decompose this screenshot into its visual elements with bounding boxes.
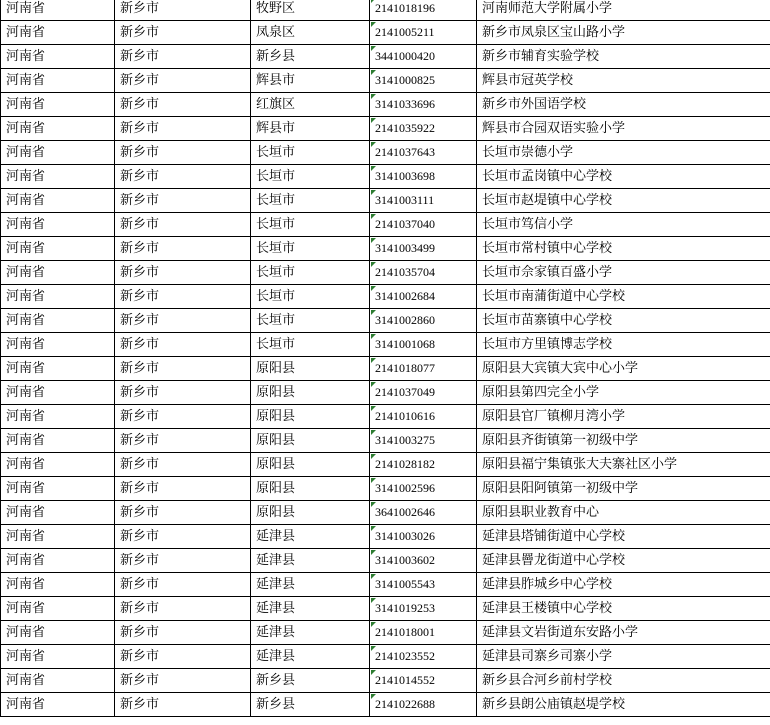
district-cell[interactable]: 新乡县 (251, 45, 370, 69)
table-row (1, 501, 770, 525)
table-row (1, 477, 770, 501)
district-cell[interactable]: 长垣市 (251, 213, 370, 237)
province-cell[interactable]: 河南省 (1, 477, 115, 501)
table-row (1, 45, 770, 69)
city-cell[interactable]: 新乡市 (115, 645, 251, 669)
district-cell[interactable]: 原阳县 (251, 357, 370, 381)
school-code-cell[interactable]: 3141003698 (370, 165, 477, 189)
table-row (1, 693, 770, 717)
school-code-cell[interactable]: 2141018196 (370, 0, 477, 21)
city-cell[interactable]: 新乡市 (115, 261, 251, 285)
district-cell[interactable]: 凤泉区 (251, 21, 370, 45)
school-name-cell[interactable]: 原阳县大宾镇大宾中心小学 (477, 357, 770, 381)
city-cell[interactable]: 新乡市 (115, 597, 251, 621)
district-cell[interactable]: 长垣市 (251, 189, 370, 213)
school-code-cell[interactable]: 3141003275 (370, 429, 477, 453)
school-code-cell[interactable]: 3141003026 (370, 525, 477, 549)
city-cell[interactable]: 新乡市 (115, 381, 251, 405)
province-cell[interactable]: 河南省 (1, 0, 115, 21)
school-code-cell[interactable]: 2141023552 (370, 645, 477, 669)
district-cell[interactable]: 原阳县 (251, 477, 370, 501)
school-code-cell[interactable]: 3141002860 (370, 309, 477, 333)
province-cell[interactable]: 河南省 (1, 237, 115, 261)
province-cell[interactable]: 河南省 (1, 669, 115, 693)
table-row (1, 429, 770, 453)
city-cell[interactable]: 新乡市 (115, 549, 251, 573)
district-cell[interactable]: 原阳县 (251, 381, 370, 405)
table-row (1, 261, 770, 285)
table-row (1, 189, 770, 213)
table-row (1, 165, 770, 189)
table-row (1, 21, 770, 45)
city-cell[interactable]: 新乡市 (115, 69, 251, 93)
school-name-cell[interactable]: 长垣市苗寨镇中心学校 (477, 309, 770, 333)
school-code-cell[interactable]: 2141035922 (370, 117, 477, 141)
table-row (1, 405, 770, 429)
province-cell[interactable]: 河南省 (1, 213, 115, 237)
table-row (1, 573, 770, 597)
school-name-cell[interactable]: 辉县市合园双语实验小学 (477, 117, 770, 141)
school-name-cell[interactable]: 原阳县阳阿镇第一初级中学 (477, 477, 770, 501)
province-cell[interactable]: 河南省 (1, 693, 115, 717)
district-cell[interactable]: 延津县 (251, 525, 370, 549)
province-cell[interactable]: 河南省 (1, 645, 115, 669)
school-name-cell[interactable]: 新乡市辅育实验学校 (477, 45, 770, 69)
province-cell[interactable]: 河南省 (1, 261, 115, 285)
province-cell[interactable]: 河南省 (1, 597, 115, 621)
table-body (1, 0, 770, 717)
province-cell[interactable]: 河南省 (1, 93, 115, 117)
city-cell[interactable]: 新乡市 (115, 573, 251, 597)
school-name-cell[interactable]: 长垣市孟岗镇中心学校 (477, 165, 770, 189)
table-row (1, 669, 770, 693)
school-code-cell[interactable]: 3141001068 (370, 333, 477, 357)
school-name-cell[interactable]: 延津县塔铺街道中心学校 (477, 525, 770, 549)
district-cell[interactable]: 原阳县 (251, 501, 370, 525)
city-cell[interactable]: 新乡市 (115, 405, 251, 429)
city-cell[interactable]: 新乡市 (115, 93, 251, 117)
table-row (1, 309, 770, 333)
school-name-cell[interactable]: 新乡市凤泉区宝山路小学 (477, 21, 770, 45)
school-name-cell[interactable]: 长垣市赵堤镇中心学校 (477, 189, 770, 213)
school-name-cell[interactable]: 新乡市外国语学校 (477, 93, 770, 117)
city-cell[interactable]: 新乡市 (115, 333, 251, 357)
district-cell[interactable]: 长垣市 (251, 309, 370, 333)
table-row (1, 237, 770, 261)
province-cell[interactable]: 河南省 (1, 141, 115, 165)
district-cell[interactable]: 长垣市 (251, 237, 370, 261)
school-name-cell[interactable]: 长垣市南蒲街道中心学校 (477, 285, 770, 309)
school-code-cell[interactable]: 2141028182 (370, 453, 477, 477)
school-name-cell[interactable]: 原阳县官厂镇柳月湾小学 (477, 405, 770, 429)
district-cell[interactable]: 长垣市 (251, 285, 370, 309)
province-cell[interactable]: 河南省 (1, 573, 115, 597)
school-name-cell[interactable]: 延津县王楼镇中心学校 (477, 597, 770, 621)
school-code-cell[interactable]: 2141018001 (370, 621, 477, 645)
school-code-cell[interactable]: 2141037643 (370, 141, 477, 165)
school-code-cell[interactable]: 3141005543 (370, 573, 477, 597)
district-cell[interactable]: 延津县 (251, 549, 370, 573)
province-cell[interactable]: 河南省 (1, 525, 115, 549)
city-cell[interactable]: 新乡市 (115, 213, 251, 237)
district-cell[interactable]: 延津县 (251, 621, 370, 645)
school-name-cell[interactable]: 河南师范大学附属小学 (477, 0, 770, 21)
table-row (1, 381, 770, 405)
school-name-cell[interactable]: 原阳县福宁集镇张大夫寨社区小学 (477, 453, 770, 477)
province-cell[interactable]: 河南省 (1, 165, 115, 189)
district-cell[interactable]: 牧野区 (251, 0, 370, 21)
school-name-cell[interactable]: 长垣市常村镇中心学校 (477, 237, 770, 261)
province-cell[interactable]: 河南省 (1, 549, 115, 573)
school-code-cell[interactable]: 3141033696 (370, 93, 477, 117)
school-code-cell[interactable]: 3441000420 (370, 45, 477, 69)
school-code-cell[interactable]: 3141002596 (370, 477, 477, 501)
table-row (1, 69, 770, 93)
school-code-cell[interactable]: 2141037049 (370, 381, 477, 405)
table-row (1, 117, 770, 141)
province-cell[interactable]: 河南省 (1, 69, 115, 93)
school-name-cell[interactable]: 延津县胙城乡中心学校 (477, 573, 770, 597)
school-name-cell[interactable]: 长垣市佘家镇百盛小学 (477, 261, 770, 285)
city-cell[interactable]: 新乡市 (115, 477, 251, 501)
district-cell[interactable]: 原阳县 (251, 429, 370, 453)
city-cell[interactable]: 新乡市 (115, 453, 251, 477)
table-row (1, 333, 770, 357)
province-cell[interactable]: 河南省 (1, 309, 115, 333)
city-cell[interactable]: 新乡市 (115, 429, 251, 453)
table-row (1, 453, 770, 477)
district-cell[interactable]: 辉县市 (251, 69, 370, 93)
table-row (1, 213, 770, 237)
school-code-cell[interactable]: 2141035704 (370, 261, 477, 285)
province-cell[interactable]: 河南省 (1, 117, 115, 141)
city-cell[interactable]: 新乡市 (115, 621, 251, 645)
city-cell[interactable]: 新乡市 (115, 501, 251, 525)
school-code-cell[interactable]: 2141018077 (370, 357, 477, 381)
school-code-cell[interactable]: 2141037040 (370, 213, 477, 237)
province-cell[interactable]: 河南省 (1, 357, 115, 381)
district-cell[interactable]: 原阳县 (251, 405, 370, 429)
school-name-cell[interactable]: 长垣市方里镇博志学校 (477, 333, 770, 357)
table-row (1, 525, 770, 549)
table-row (1, 141, 770, 165)
school-name-cell[interactable]: 辉县市冠英学校 (477, 69, 770, 93)
district-cell[interactable]: 长垣市 (251, 333, 370, 357)
school-name-cell[interactable]: 延津县文岩街道东安路小学 (477, 621, 770, 645)
school-name-cell[interactable]: 长垣市笃信小学 (477, 213, 770, 237)
district-cell[interactable]: 长垣市 (251, 141, 370, 165)
province-cell[interactable]: 河南省 (1, 501, 115, 525)
school-code-cell[interactable]: 3641002646 (370, 501, 477, 525)
city-cell[interactable]: 新乡市 (115, 357, 251, 381)
province-cell[interactable]: 河南省 (1, 453, 115, 477)
district-cell[interactable]: 原阳县 (251, 453, 370, 477)
school-name-cell[interactable]: 延津县罾龙街道中心学校 (477, 549, 770, 573)
school-code-cell[interactable]: 3141003499 (370, 237, 477, 261)
city-cell[interactable]: 新乡市 (115, 0, 251, 21)
school-code-cell[interactable]: 3141003602 (370, 549, 477, 573)
table-row (1, 93, 770, 117)
city-cell[interactable]: 新乡市 (115, 117, 251, 141)
city-cell[interactable]: 新乡市 (115, 189, 251, 213)
city-cell[interactable]: 新乡市 (115, 693, 251, 717)
district-cell[interactable]: 延津县 (251, 573, 370, 597)
province-cell[interactable]: 河南省 (1, 285, 115, 309)
district-cell[interactable]: 新乡县 (251, 693, 370, 717)
school-code-cell[interactable]: 2141010616 (370, 405, 477, 429)
city-cell[interactable]: 新乡市 (115, 45, 251, 69)
district-cell[interactable]: 新乡县 (251, 669, 370, 693)
province-cell[interactable]: 河南省 (1, 381, 115, 405)
city-cell[interactable]: 新乡市 (115, 525, 251, 549)
school-name-cell[interactable]: 新乡县朗公庙镇赵堤学校 (477, 693, 770, 717)
school-code-cell[interactable]: 3141002684 (370, 285, 477, 309)
city-cell[interactable]: 新乡市 (115, 669, 251, 693)
table-row (1, 645, 770, 669)
district-cell[interactable]: 延津县 (251, 597, 370, 621)
school-name-cell[interactable]: 原阳县职业教育中心 (477, 501, 770, 525)
school-name-cell[interactable]: 原阳县第四完全小学 (477, 381, 770, 405)
school-name-cell[interactable]: 新乡县合河乡前村学校 (477, 669, 770, 693)
table-row (1, 549, 770, 573)
district-cell[interactable]: 长垣市 (251, 165, 370, 189)
table-row (1, 285, 770, 309)
province-cell[interactable]: 河南省 (1, 189, 115, 213)
province-cell[interactable]: 河南省 (1, 45, 115, 69)
school-code-cell[interactable]: 3141000825 (370, 69, 477, 93)
district-cell[interactable]: 辉县市 (251, 117, 370, 141)
school-code-cell[interactable]: 2141022688 (370, 693, 477, 717)
school-code-cell[interactable]: 3141019253 (370, 597, 477, 621)
school-name-cell[interactable]: 长垣市崇德小学 (477, 141, 770, 165)
table-row (1, 597, 770, 621)
province-cell[interactable]: 河南省 (1, 621, 115, 645)
city-cell[interactable]: 新乡市 (115, 165, 251, 189)
district-cell[interactable]: 长垣市 (251, 261, 370, 285)
city-cell[interactable]: 新乡市 (115, 309, 251, 333)
city-cell[interactable]: 新乡市 (115, 141, 251, 165)
province-cell[interactable]: 河南省 (1, 333, 115, 357)
district-cell[interactable]: 红旗区 (251, 93, 370, 117)
table-row (1, 0, 770, 21)
school-name-cell[interactable]: 原阳县齐街镇第一初级中学 (477, 429, 770, 453)
table-row (1, 357, 770, 381)
school-code-cell[interactable]: 2141005211 (370, 21, 477, 45)
city-cell[interactable]: 新乡市 (115, 285, 251, 309)
city-cell[interactable]: 新乡市 (115, 237, 251, 261)
city-cell[interactable]: 新乡市 (115, 21, 251, 45)
province-cell[interactable]: 河南省 (1, 21, 115, 45)
school-name-cell[interactable]: 延津县司寨乡司寨小学 (477, 645, 770, 669)
province-cell[interactable]: 河南省 (1, 429, 115, 453)
school-code-cell[interactable]: 3141003111 (370, 189, 477, 213)
district-cell[interactable]: 延津县 (251, 645, 370, 669)
province-cell[interactable]: 河南省 (1, 405, 115, 429)
table-row (1, 621, 770, 645)
school-code-cell[interactable]: 2141014552 (370, 669, 477, 693)
